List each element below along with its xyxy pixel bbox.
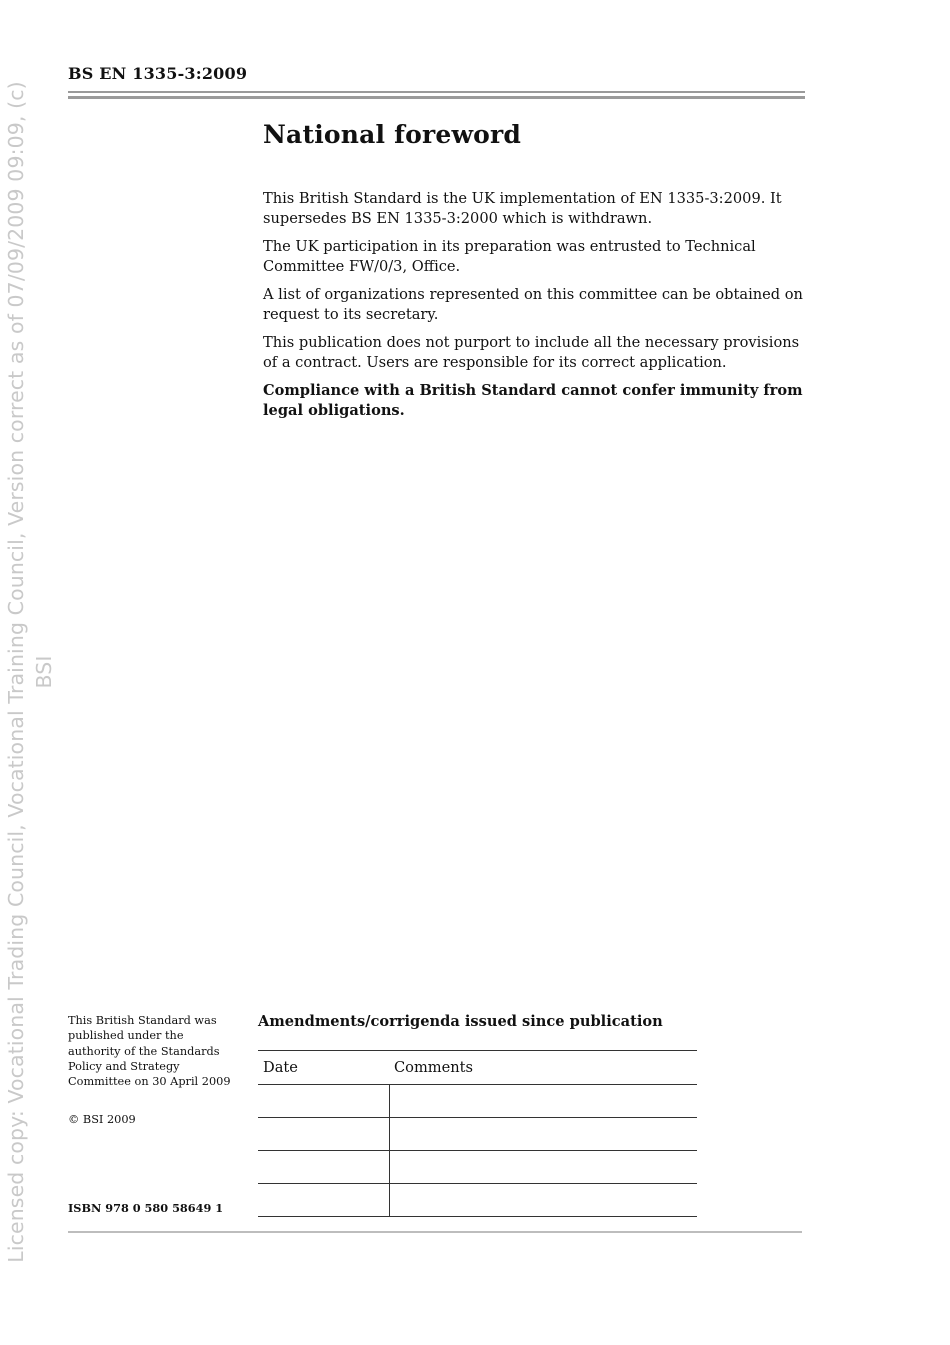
paragraph-organizations: A list of organizations represented on this committee can be obtained on request to its secretary. <box>263 286 803 323</box>
table-row <box>258 1085 697 1118</box>
page-title: National foreword <box>263 120 522 149</box>
header-rule-thin <box>68 91 805 93</box>
comments-cell <box>389 1184 697 1217</box>
watermark-line-1: Licensed copy: Vocational Trading Council, Vocational Training Council, Version correct as of 07/09/2009 09:09, (c) <box>4 81 28 1263</box>
amendments-title: Amendments/corrigenda issued since publication <box>258 1013 663 1030</box>
publication-note: This British Standard was published under the authority of the Standards Policy and Strategy Committee on 30 April 2009 <box>68 1014 231 1089</box>
document-identifier: BS EN 1335-3:2009 <box>68 64 248 83</box>
date-cell <box>258 1151 389 1184</box>
isbn: ISBN 978 0 580 58649 1 <box>68 1201 224 1215</box>
paragraph-implementation: This British Standard is the UK implementation of EN 1335-3:2009. It supersedes BS EN 1335-3:2000 which is withdrawn. <box>263 190 782 227</box>
table-header-row <box>258 1051 697 1085</box>
compliance-statement: Compliance with a British Standard cannot confer immunity from legal obligations. <box>263 382 803 419</box>
date-cell <box>258 1184 389 1217</box>
header-rule-thick <box>68 96 805 99</box>
footer-rule <box>68 1231 802 1233</box>
amendments-table <box>258 1050 697 1217</box>
copyright-notice: © BSI 2009 <box>68 1113 136 1126</box>
foreword-body <box>263 189 808 429</box>
comments-cell <box>389 1085 697 1118</box>
date-cell <box>258 1118 389 1151</box>
paragraph-provisions: This publication does not purport to include all the necessary provisions of a contract. Users are responsible for its correct application. <box>263 334 800 371</box>
date-cell <box>258 1085 389 1118</box>
comments-cell <box>389 1118 697 1151</box>
comments-cell <box>389 1151 697 1184</box>
table-row <box>258 1118 697 1151</box>
paragraph-participation: The UK participation in its preparation was entrusted to Technical Committee FW/0/3, Office. <box>263 238 756 275</box>
license-watermark <box>0 0 60 1345</box>
watermark-line-2: BSI <box>32 655 56 689</box>
table-row <box>258 1184 697 1217</box>
table-row <box>258 1151 697 1184</box>
column-header-comments: Comments <box>389 1051 697 1085</box>
column-header-date: Date <box>258 1051 389 1085</box>
